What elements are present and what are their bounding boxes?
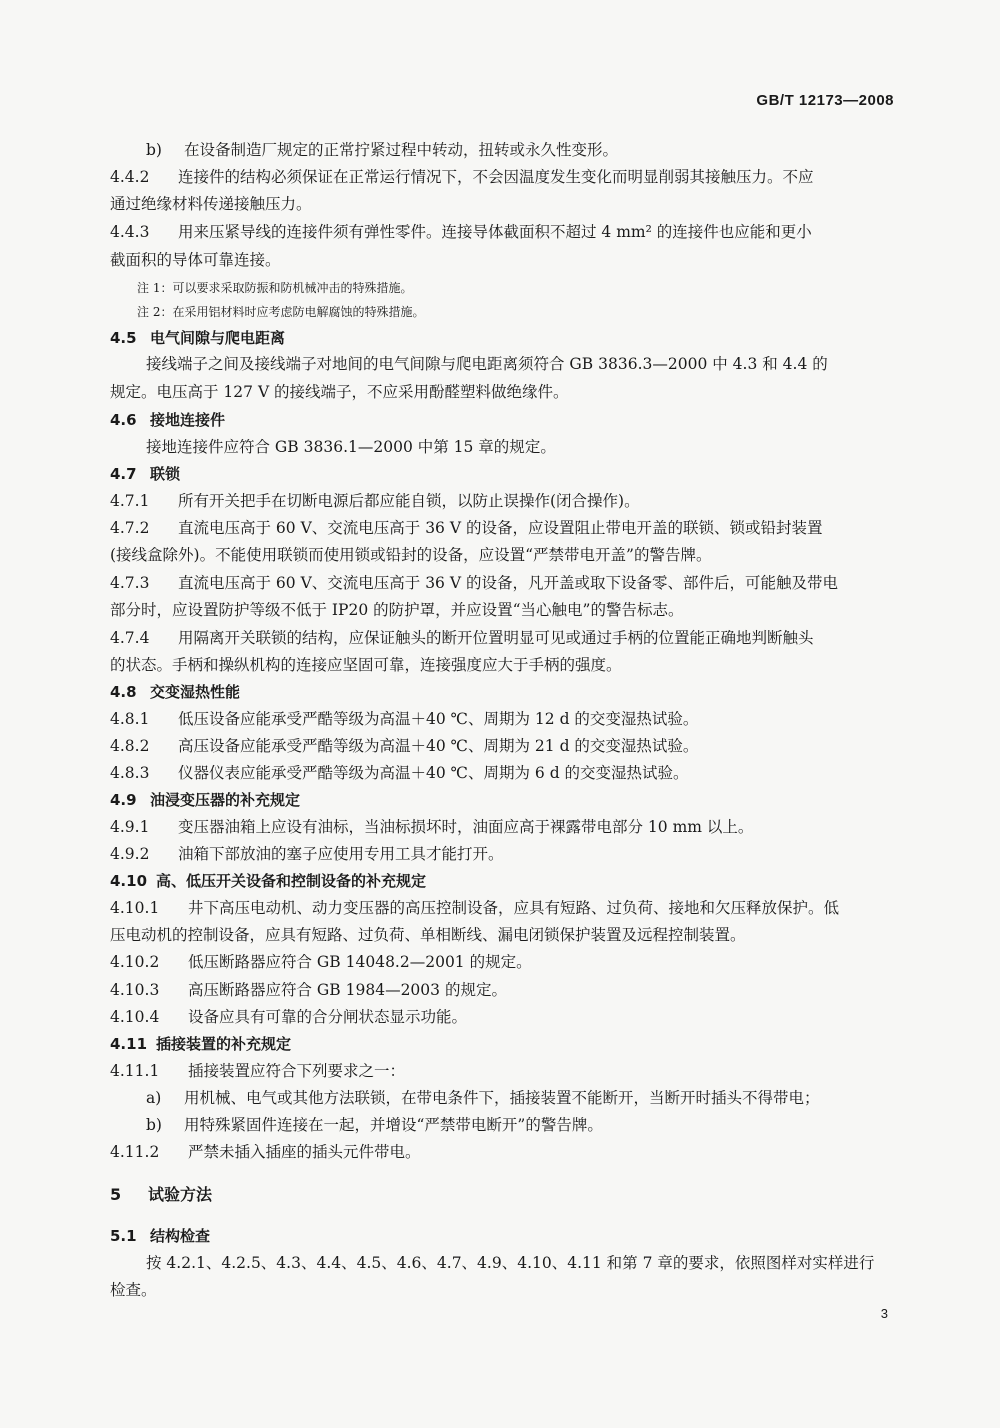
clause-4-8-1: 4.8.1 低压设备应能承受严酷等级为高温＋40 ℃、周期为 12 d 的交变湿热试验。 [110,710,699,728]
section-heading: 4.9 油浸变压器的补充规定 [110,791,301,809]
section-heading: 4.10 高、低压开关设备和控制设备的补充规定 [110,872,427,890]
clause-4-10-2: 4.10.2 低压断路器应符合 GB 14048.2—2001 的规定。 [110,953,532,971]
clause-text: 接线端子之间及接线端子对地间的电气间隙与爬电距离须符合 GB 3836.3—2000 中 4.3 和 4.4 的 [146,355,828,373]
clause-text: 按 4.2.1、4.2.5、4.3、4.4、4.5、4.6、4.7、4.9、4.10、4.11 和第 7 章的要求，依照图样对实样进行 [146,1254,875,1272]
clause-text: 截面积的导体可靠连接。 [110,251,281,269]
clause-text: (接线盒除外)。不能使用联锁而使用锁或铅封的设备，应设置“严禁带电开盖”的警告牌。 [110,546,712,564]
clause-4-7-2: 4.7.2 直流电压高于 60 V、交流电压高于 36 V 的设备，应设置阻止带电开盖的联锁、锁或铅封装置 [110,519,823,537]
clause-4-4-2: 4.4.2 连接件的结构必须保证在正常运行情况下，不会因温度发生变化而明显削弱其接触压力。不应 [110,168,814,186]
clause-4-9-2: 4.9.2 油箱下部放油的塞子应使用专用工具才能打开。 [110,845,504,863]
list-item: b) 用特殊紧固件连接在一起，并增设“严禁带电断开”的警告牌。 [146,1116,603,1134]
clause-text: 接地连接件应符合 GB 3836.1—2000 中第 15 章的规定。 [146,438,556,456]
clause-4-9-1: 4.9.1 变压器油箱上应设有油标，当油标损坏时，油面应高于裸露带电部分 10 mm 以上。 [110,818,754,836]
clause-text: 部分时，应设置防护等级不低于 IP20 的防护罩，并应设置“当心触电”的警告标志。 [110,601,684,619]
clause-4-11-1: 4.11.1 插接装置应符合下列要求之一： [110,1062,406,1080]
list-item: a) 用机械、电气或其他方法联锁，在带电条件下，插接装置不能断开，当断开时插头不得带电； [146,1089,820,1107]
section-heading: 4.8 交变湿热性能 [110,683,241,701]
section-heading: 5.1 结构检查 [110,1227,211,1245]
clause-4-8-3: 4.8.3 仪器仪表应能承受严酷等级为高温＋40 ℃、周期为 6 d 的交变湿热试验。 [110,764,689,782]
standard-number: GB/T 12173—2008 [756,92,894,109]
clause-4-7-4: 4.7.4 用隔离开关联锁的结构，应保证触头的断开位置明显可见或通过手柄的位置能正确地判断触头 [110,629,814,647]
clause-text: 规定。电压高于 127 V 的接线端子，不应采用酚醛塑料做绝缘件。 [110,383,569,401]
clause-4-10-3: 4.10.3 高压断路器应符合 GB 1984—2003 的规定。 [110,981,507,999]
chapter-heading: 5 试验方法 [110,1185,213,1204]
clause-4-7-3: 4.7.3 直流电压高于 60 V、交流电压高于 36 V 的设备，凡开盖或取下设备零、部件后，可能触及带电 [110,574,838,592]
clause-4-8-2: 4.8.2 高压设备应能承受严酷等级为高温＋40 ℃、周期为 21 d 的交变湿热试验。 [110,737,699,755]
clause-text: 检查。 [110,1281,157,1299]
clause-text: 的状态。手柄和操纵机构的连接应坚固可靠，连接强度应大于手柄的强度。 [110,656,622,674]
section-heading: 4.5 电气间隙与爬电距离 [110,329,286,347]
clause-4-10-4: 4.10.4 设备应具有可靠的合分闸状态显示功能。 [110,1008,468,1026]
section-heading: 4.7 联锁 [110,465,181,483]
clause-4-11-2: 4.11.2 严禁未插入插座的插头元件带电。 [110,1143,421,1161]
clause-text: 压电动机的控制设备，应具有短路、过负荷、单相断线、漏电闭锁保护装置及远程控制装置。 [110,926,746,944]
note-1: 注 1：可以要求采取防振和防机械冲击的特殊措施。 [137,281,413,295]
page-number: 3 [880,1306,888,1321]
clause-4-7-1: 4.7.1 所有开关把手在切断电源后都应能自锁，以防止误操作(闭合操作)。 [110,492,640,510]
list-item: b) 在设备制造厂规定的正常拧紧过程中转动，扭转或永久性变形。 [146,141,619,159]
clause-4-10-1: 4.10.1 井下高压电动机、动力变压器的高压控制设备，应具有短路、过负荷、接地和欠压释放保护。低 [110,899,840,917]
note-2: 注 2：在采用铝材料时应考虑防电解腐蚀的特殊措施。 [137,305,425,319]
section-heading: 4.6 接地连接件 [110,411,226,429]
clause-text: 通过绝缘材料传递接触压力。 [110,195,312,213]
clause-4-4-3: 4.4.3 用来压紧导线的连接件须有弹性零件。连接导体截面积不超过 4 mm² 的连接件也应能和更小 [110,223,812,241]
section-heading: 4.11 插接装置的补充规定 [110,1035,292,1053]
